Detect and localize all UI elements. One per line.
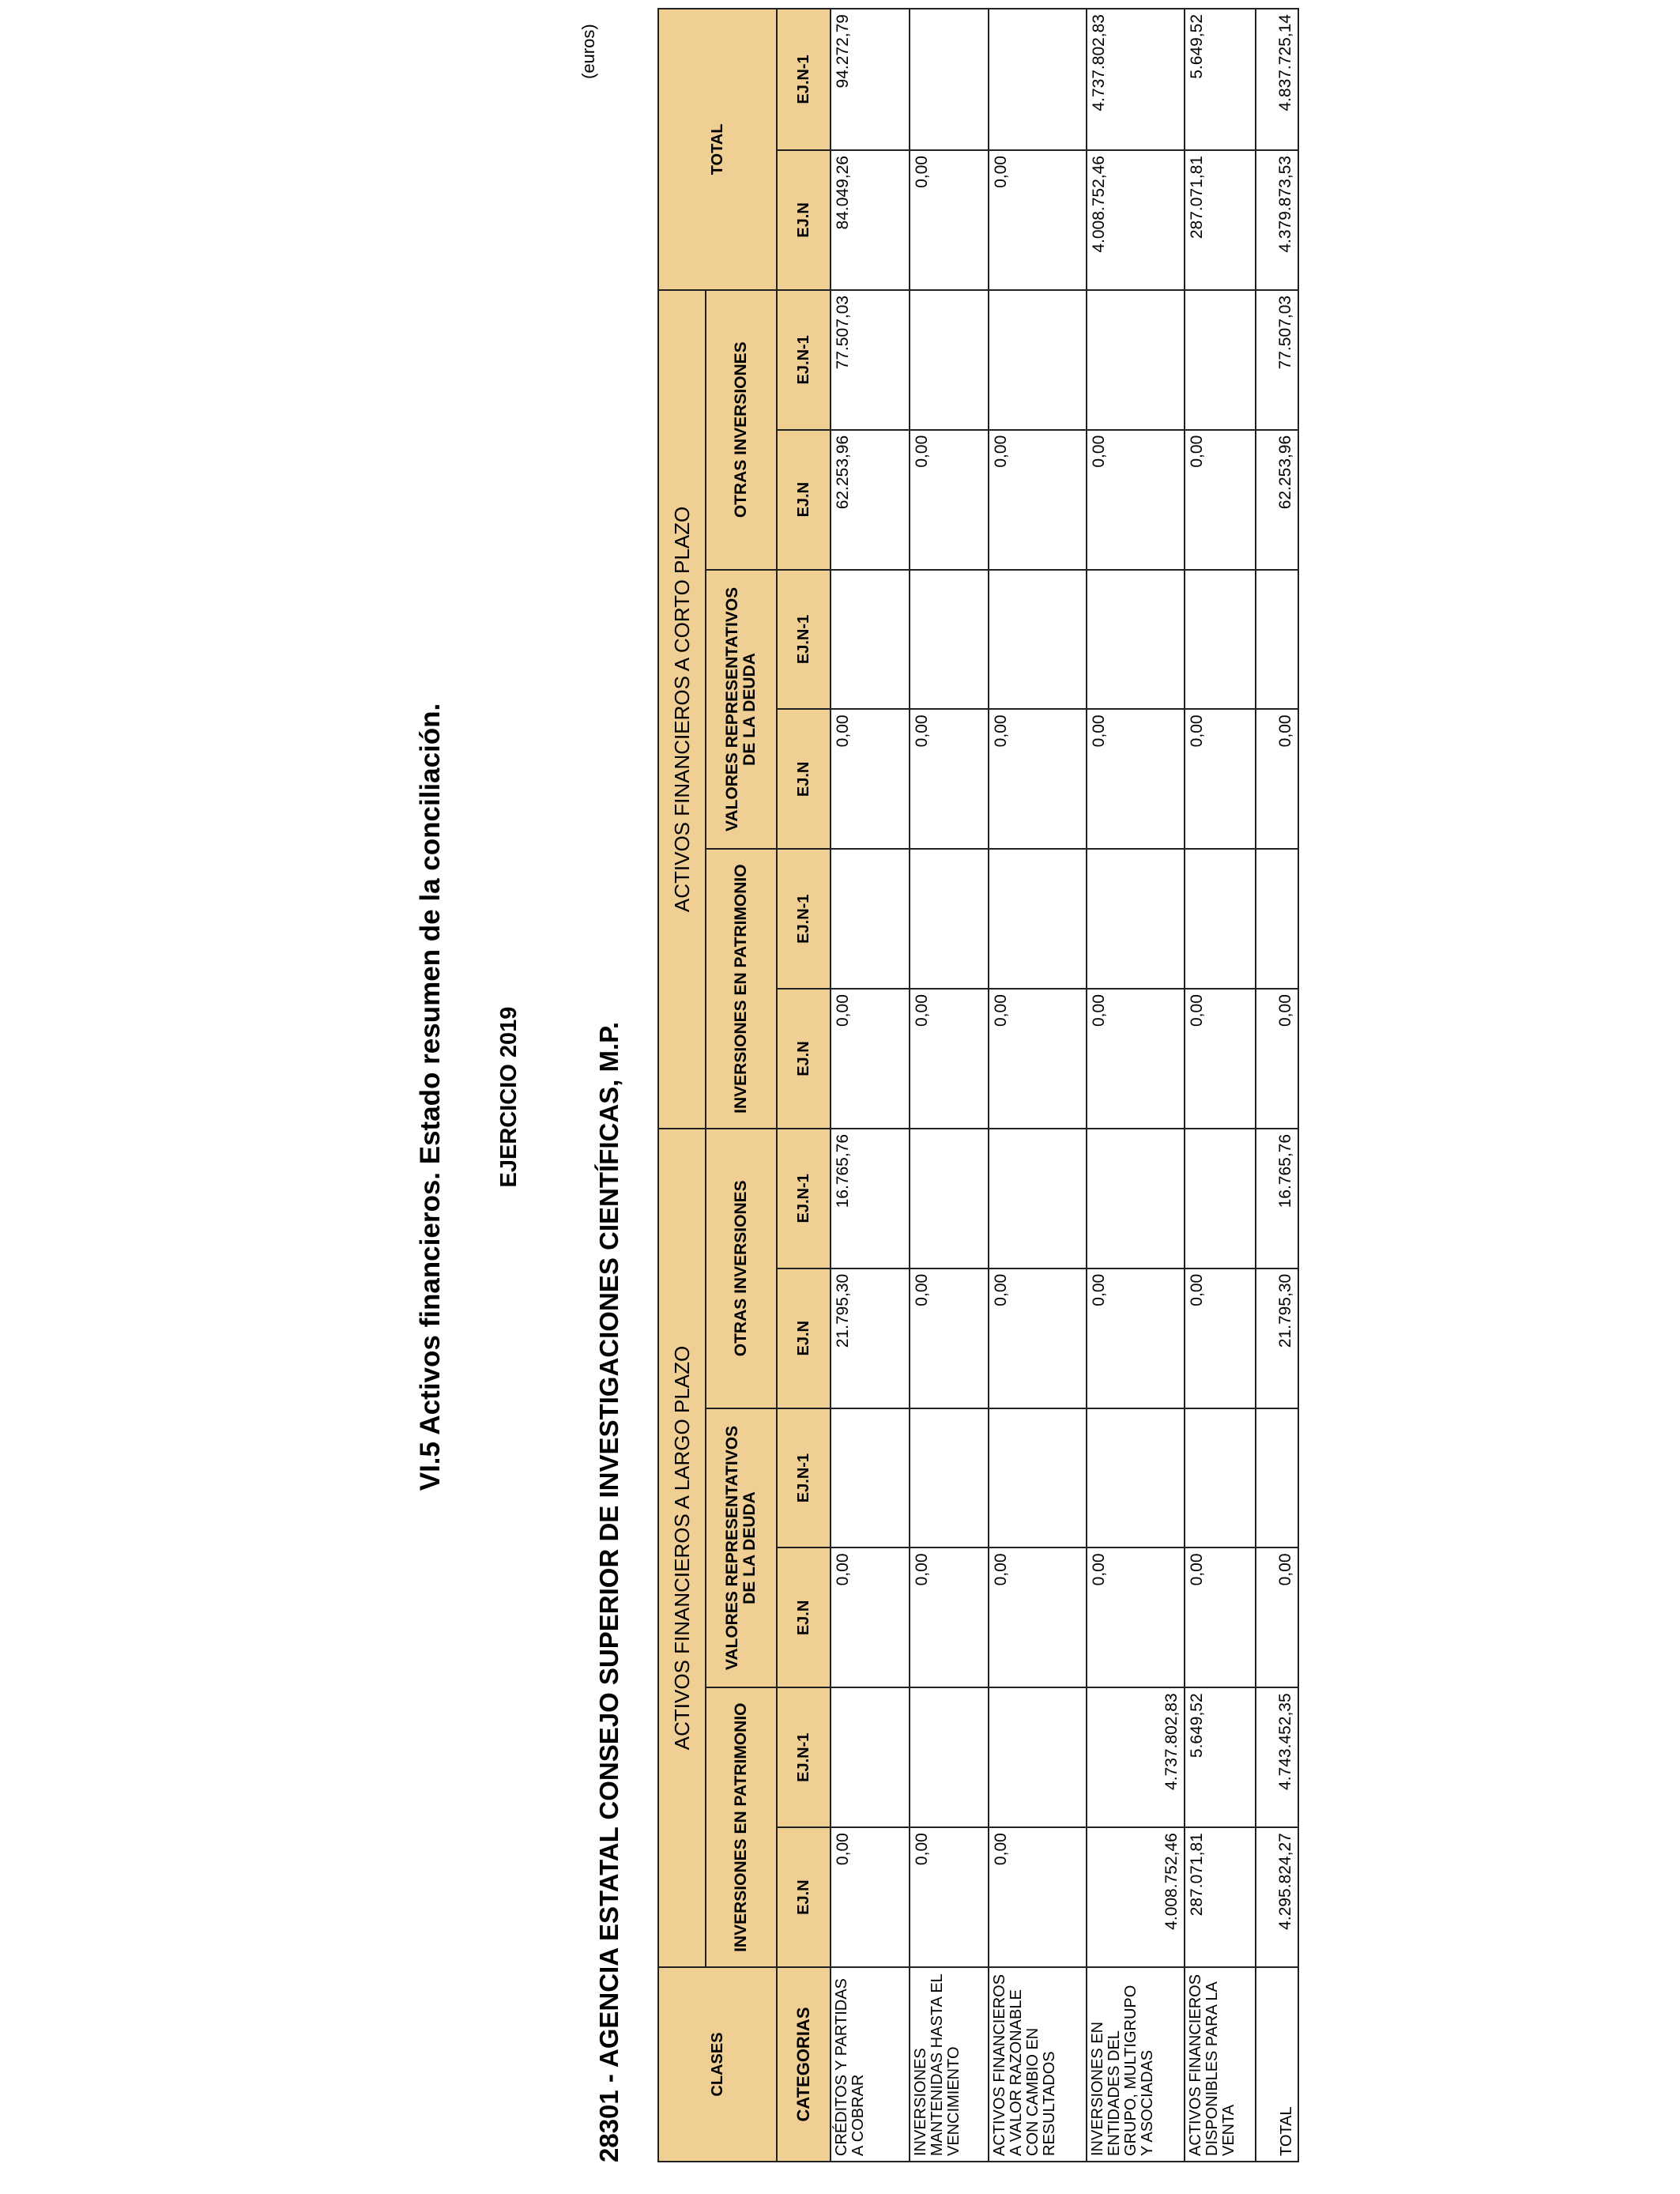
header-ej-n1: EJ.N-1	[777, 290, 831, 430]
entity-name: 28301 - AGENCIA ESTATAL CONSEJO SUPERIOR DE INVESTIGACIONES CIENTÍFICAS, M.P.	[594, 1021, 623, 2162]
cell: 4.837.725,14	[1256, 9, 1298, 150]
cell: 77.507,03	[1256, 290, 1298, 430]
cell: 0,00	[910, 1548, 989, 1688]
cell: 4.379.873,53	[1256, 150, 1298, 290]
header-ej-n1: EJ.N-1	[777, 1408, 831, 1548]
cell	[910, 849, 989, 989]
cell: 4.737.802,83	[1087, 1687, 1185, 1827]
header-ej-n1: EJ.N-1	[777, 570, 831, 710]
header-lt-otras: OTRAS INVERSIONES	[706, 1129, 777, 1408]
cell: 287.071,81	[1185, 1827, 1256, 1967]
cell: 5.649,52	[1185, 1687, 1256, 1827]
cell: 0,00	[1087, 430, 1185, 570]
cell	[910, 1408, 989, 1548]
fiscal-year: EJERCICIO 2019	[496, 1006, 522, 1188]
cell	[1185, 1408, 1256, 1548]
cell	[1256, 570, 1298, 710]
header-st-valores: VALORES REPRESENTATIVOS DE LA DEUDA	[706, 570, 777, 850]
cell	[1256, 1408, 1298, 1548]
cell: 0,00	[1185, 430, 1256, 570]
table-row	[910, 9, 989, 2162]
header-total: TOTAL	[658, 9, 777, 290]
cell: 0,00	[1185, 989, 1256, 1129]
cell: 62.253,96	[831, 430, 910, 570]
cell: 287.071,81	[1185, 150, 1256, 290]
cell: 0,00	[989, 709, 1087, 849]
cell	[989, 849, 1087, 989]
cell: 21.795,30	[1256, 1269, 1298, 1408]
cell: 0,00	[910, 1269, 989, 1408]
cell	[989, 1408, 1087, 1548]
header-ej-n: EJ.N	[777, 1548, 831, 1688]
cell: 62.253,96	[1256, 430, 1298, 570]
table-row	[1185, 9, 1256, 2162]
cell: 0,00	[910, 150, 989, 290]
cell: 0,00	[1087, 1269, 1185, 1408]
cell: 0,00	[989, 150, 1087, 290]
cell: 4.008.752,46	[1087, 150, 1185, 290]
header-st-patrimonio: INVERSIONES EN PATRIMONIO	[706, 849, 777, 1129]
cell: 84.049,26	[831, 150, 910, 290]
cell	[1185, 849, 1256, 989]
cell: 4.743.452,35	[1256, 1687, 1298, 1827]
header-short-term: ACTIVOS FINANCIEROS A CORTO PLAZO	[658, 290, 706, 1129]
cell: 0,00	[831, 989, 910, 1129]
cell: 0,00	[1256, 1548, 1298, 1688]
cell: 0,00	[831, 1827, 910, 1967]
cell	[831, 1408, 910, 1548]
cell: 77.507,03	[831, 290, 910, 430]
cell	[1087, 849, 1185, 989]
table-row	[831, 9, 910, 2162]
cell	[1087, 570, 1185, 710]
header-clases: CLASES	[658, 1967, 777, 2162]
cell	[989, 1687, 1087, 1827]
header-lt-valores: VALORES REPRESENTATIVOS DE LA DEUDA	[706, 1408, 777, 1688]
table-row	[1087, 9, 1185, 2162]
cell: 0,00	[1185, 709, 1256, 849]
cell: 0,00	[1185, 1548, 1256, 1688]
cell	[1087, 290, 1185, 430]
cell	[1087, 1129, 1185, 1269]
cell	[989, 290, 1087, 430]
header-lt-patrimonio: INVERSIONES EN PATRIMONIO	[706, 1687, 777, 1967]
cell	[910, 1687, 989, 1827]
header-ej-n: EJ.N	[777, 1827, 831, 1967]
cell	[910, 570, 989, 710]
cell	[910, 9, 989, 150]
header-ej-n: EJ.N	[777, 989, 831, 1129]
cell: 4.295.824,27	[1256, 1827, 1298, 1967]
cell: 5.649,52	[1185, 9, 1256, 150]
header-ej-n1: EJ.N-1	[777, 1129, 831, 1269]
report-title: VI.5 Activos financieros. Estado resumen de la conciliación.	[415, 703, 446, 1491]
cell	[910, 290, 989, 430]
cell: 0,00	[910, 1827, 989, 1967]
row-label: ACTIVOS FINANCIEROS A VALOR RAZONABLE CON CAMBIO EN RESULTADOS	[989, 1967, 1087, 2162]
cell: 0,00	[910, 989, 989, 1129]
cell: 0,00	[1185, 1269, 1256, 1408]
row-label: CRÉDITOS Y PARTIDAS A COBRAR	[831, 1967, 910, 2162]
cell	[989, 570, 1087, 710]
cell	[1256, 849, 1298, 989]
header-ej-n1: EJ.N-1	[777, 1687, 831, 1827]
cell: 0,00	[1256, 989, 1298, 1129]
cell	[1185, 1129, 1256, 1269]
cell: 0,00	[989, 1269, 1087, 1408]
cell: 4.008.752,46	[1087, 1827, 1185, 1967]
header-ej-n: EJ.N	[777, 430, 831, 570]
table-row	[989, 9, 1087, 2162]
cell	[831, 1687, 910, 1827]
cell	[989, 1129, 1087, 1269]
currency-unit: (euros)	[578, 24, 598, 79]
cell	[831, 849, 910, 989]
cell: 0,00	[831, 1548, 910, 1688]
header-long-term: ACTIVOS FINANCIEROS A LARGO PLAZO	[658, 1129, 706, 1967]
header-ej-n: EJ.N	[777, 150, 831, 290]
row-label: INVERSIONES MANTENIDAS HASTA EL VENCIMIENTO	[910, 1967, 989, 2162]
cell: 16.765,76	[831, 1129, 910, 1269]
header-ej-n: EJ.N	[777, 709, 831, 849]
header-categorias: CATEGORIAS	[777, 1967, 831, 2162]
cell: 21.795,30	[831, 1269, 910, 1408]
cell	[831, 570, 910, 710]
reconciliation-table	[657, 8, 1299, 2162]
cell: 0,00	[989, 1548, 1087, 1688]
cell: 0,00	[910, 709, 989, 849]
row-label: TOTAL	[1256, 1967, 1298, 2162]
header-st-otras: OTRAS INVERSIONES	[706, 290, 777, 570]
cell	[989, 9, 1087, 150]
row-label: INVERSIONES EN ENTIDADES DEL GRUPO, MULTIGRUPO Y ASOCIADAS	[1087, 1967, 1185, 2162]
reconciliation-table-wrap	[657, 8, 1299, 2162]
cell: 0,00	[1087, 1548, 1185, 1688]
cell: 94.272,79	[831, 9, 910, 150]
table-row-total	[1256, 9, 1298, 2162]
cell: 0,00	[989, 989, 1087, 1129]
cell: 0,00	[831, 709, 910, 849]
cell: 0,00	[989, 430, 1087, 570]
cell: 0,00	[910, 430, 989, 570]
cell: 0,00	[1087, 709, 1185, 849]
cell: 0,00	[1256, 709, 1298, 849]
cell: 0,00	[989, 1827, 1087, 1967]
header-ej-n1: EJ.N-1	[777, 9, 831, 150]
cell: 16.765,76	[1256, 1129, 1298, 1269]
header-ej-n1: EJ.N-1	[777, 849, 831, 989]
cell: 4.737.802,83	[1087, 9, 1185, 150]
cell: 0,00	[1087, 989, 1185, 1129]
cell	[1087, 1408, 1185, 1548]
row-label: ACTIVOS FINANCIEROS DISPONIBLES PARA LA VENTA	[1185, 1967, 1256, 2162]
header-ej-n: EJ.N	[777, 1269, 831, 1408]
cell	[1185, 570, 1256, 710]
cell	[1185, 290, 1256, 430]
cell	[910, 1129, 989, 1269]
